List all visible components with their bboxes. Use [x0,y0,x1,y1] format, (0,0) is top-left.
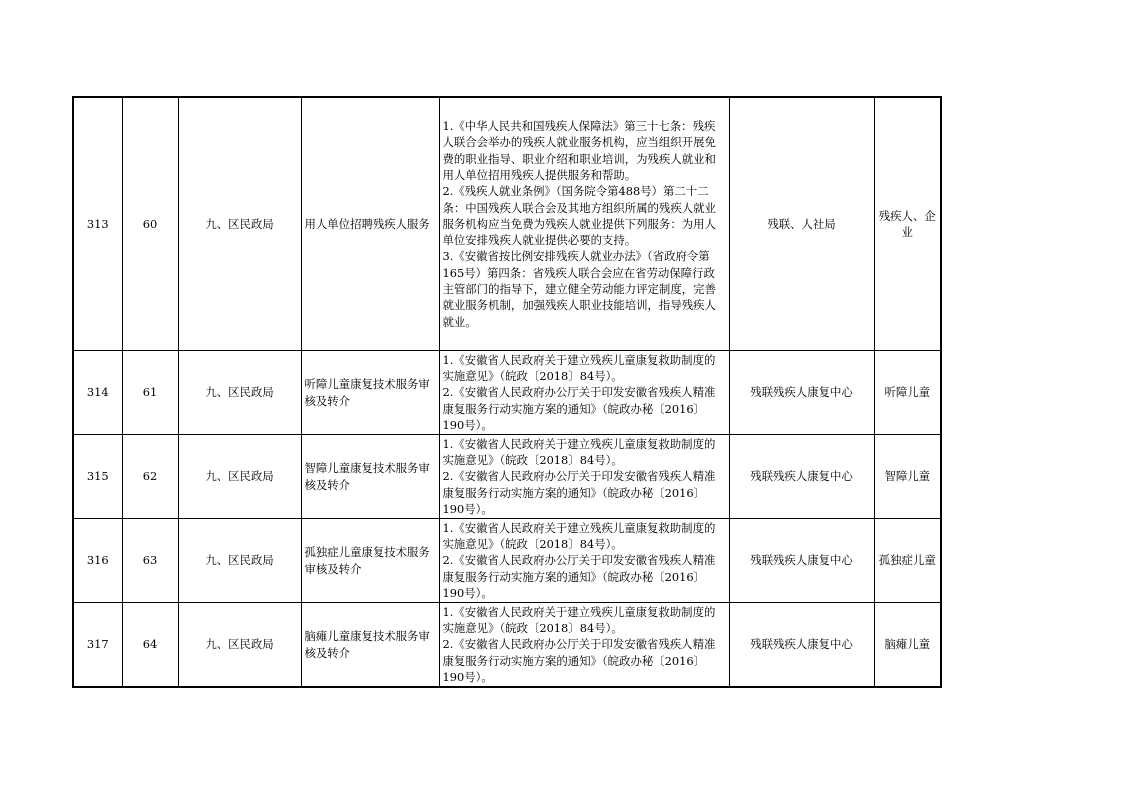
sub-number: 62 [122,435,178,519]
basis-clause: 1.《安徽省人民政府关于建立残疾儿童康复救助制度的实施意见》（皖政〔2018〕84号）。 [442,604,716,636]
implementing-unit: 残联残疾人康复中心 [729,351,874,435]
legal-basis [439,519,729,603]
basis-clause: 2.《残疾人就业条例》（国务院令第488号）第二十二条：中国残疾人联合会及其地方组织所属的残疾人就业服务机构应当免费为残疾人就业提供下列服务：为用人单位安排残疾人就业提供必要的支持。 [442,184,716,248]
department: 九、区民政局 [178,351,301,435]
table-row [73,97,941,351]
table-row [73,519,941,603]
row-number: 317 [73,603,122,688]
sub-number: 63 [122,519,178,603]
sub-number: 60 [122,97,178,351]
basis-clause: 1.《安徽省人民政府关于建立残疾儿童康复救助制度的实施意见》（皖政〔2018〕84号）。 [442,520,716,552]
table-row [73,351,941,435]
basis-clause: 2.《安徽省人民政府办公厅关于印发安徽省残疾人精准康复服务行动实施方案的通知》（皖政办秘〔2016〕190号）。 [442,469,716,516]
basis-clause: 2.《安徽省人民政府办公厅关于印发安徽省残疾人精准康复服务行动实施方案的通知》（皖政办秘〔2016〕190号）。 [442,553,716,600]
service-item: 智障儿童康复技术服务审核及转介 [301,435,439,519]
sub-number: 64 [122,603,178,688]
service-item: 孤独症儿童康复技术服务审核及转介 [301,519,439,603]
service-target: 脑瘫儿童 [874,603,941,688]
implementing-unit: 残联残疾人康复中心 [729,435,874,519]
department: 九、区民政局 [178,519,301,603]
basis-clause: 2.《安徽省人民政府办公厅关于印发安徽省残疾人精准康复服务行动实施方案的通知》（皖政办秘〔2016〕190号）。 [442,385,716,432]
table-row [73,603,941,688]
legal-basis [439,603,729,688]
implementing-unit: 残联、人社局 [729,97,874,351]
implementing-unit: 残联残疾人康复中心 [729,603,874,688]
row-number: 313 [73,97,122,351]
legal-basis [439,97,729,351]
implementing-unit: 残联残疾人康复中心 [729,519,874,603]
basis-clause: 1.《安徽省人民政府关于建立残疾儿童康复救助制度的实施意见》（皖政〔2018〕84号）。 [442,436,716,468]
sub-number: 61 [122,351,178,435]
basis-clause: 1.《安徽省人民政府关于建立残疾儿童康复救助制度的实施意见》（皖政〔2018〕84号）。 [442,352,716,384]
basis-clause: 1.《中华人民共和国残疾人保障法》第三十七条：残疾人联合会举办的残疾人就业服务机构，应当组织开展免费的职业指导、职业介绍和职业培训，为残疾人就业和用人单位招用残疾人提供服务和帮助。 [442,119,716,182]
legal-basis [439,351,729,435]
service-target: 残疾人、企业 [874,97,941,351]
service-item: 听障儿童康复技术服务审核及转介 [301,351,439,435]
basis-clause: 2.《安徽省人民政府办公厅关于印发安徽省残疾人精准康复服务行动实施方案的通知》（皖政办秘〔2016〕190号）。 [442,637,716,684]
row-number: 316 [73,519,122,603]
legal-basis [439,435,729,519]
service-item: 用人单位招聘残疾人服务 [301,97,439,351]
service-target: 听障儿童 [874,351,941,435]
department: 九、区民政局 [178,435,301,519]
row-number: 314 [73,351,122,435]
service-item: 脑瘫儿童康复技术服务审核及转介 [301,603,439,688]
department: 九、区民政局 [178,603,301,688]
basis-clause: 3.《安徽省按比例安排残疾人就业办法》（省政府令第165号）第四条：省残疾人联合会应在省劳动保障行政主管部门的指导下，建立健全劳动能力评定制度，完善就业服务机制，加强残疾人职业技能培训，指导残疾人就业。 [442,249,716,329]
service-target: 智障儿童 [874,435,941,519]
row-number: 315 [73,435,122,519]
service-table [72,96,942,688]
table-row [73,435,941,519]
service-target: 孤独症儿童 [874,519,941,603]
department: 九、区民政局 [178,97,301,351]
